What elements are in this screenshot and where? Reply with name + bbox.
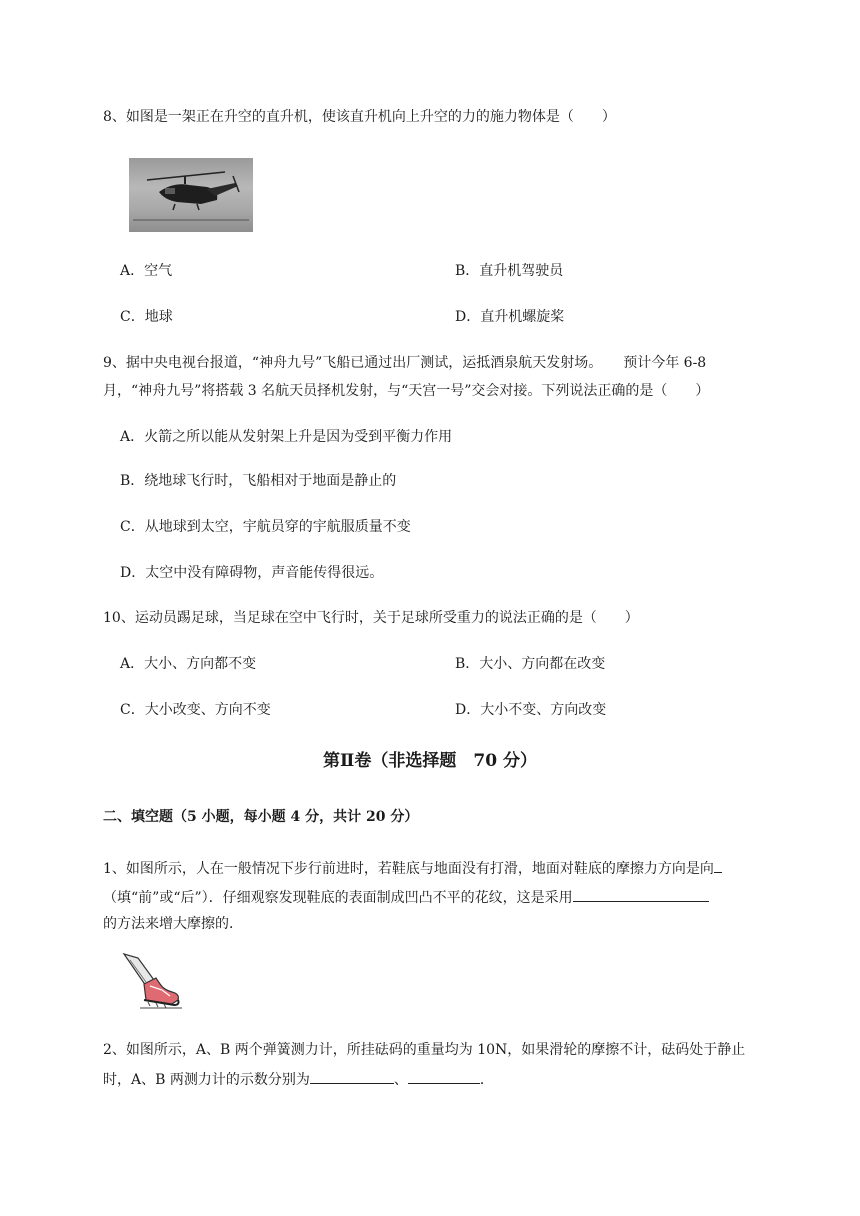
fill-1-blank-direction[interactable] xyxy=(714,857,722,873)
fill-2-text-pre: 时，A、B 两测力计的示数分别为 xyxy=(103,1072,310,1088)
q10-option-b: B．大小、方向都在改变 xyxy=(455,656,606,672)
fill-1-text1: 1、如图所示，人在一般情况下步行前进时，若鞋底与地面没有打滑，地面对鞋底的摩擦力方向是向 xyxy=(103,861,714,877)
fill-2-line2 xyxy=(103,1068,494,1090)
q9-option-b: B．绕地球飞行时，飞船相对于地面是静止的 xyxy=(120,473,397,489)
shoe-image xyxy=(120,950,186,1014)
helicopter-icon xyxy=(129,158,253,232)
q8-option-c: C．地球 xyxy=(120,309,173,325)
question-9-stem-line1: 9、据中央电视台报道，“神舟九号”飞船已通过出厂测试，运抵酒泉航天发射场。 预计今年 6-8 xyxy=(103,355,707,371)
q10-option-c: C．大小改变、方向不变 xyxy=(120,702,271,718)
q10-option-d: D．大小不变、方向改变 xyxy=(455,702,607,718)
question-8-stem: 8、如图是一架正在升空的直升机，使该直升机向上升空的力的施力物体是（ ） xyxy=(103,109,616,125)
fill-2-line1: 2、如图所示，A、B 两个弹簧测力计，所挂砝码的重量均为 10N，如果滑轮的摩擦不计，砝码处于静止 xyxy=(103,1042,746,1058)
q9-option-d: D．太空中没有障碍物，声音能传得很远。 xyxy=(120,565,384,581)
fill-2-separator: 、 xyxy=(393,1072,408,1088)
fill-2-text-end: ． xyxy=(479,1072,494,1088)
q8-option-d: D．直升机螺旋桨 xyxy=(455,309,565,325)
fill-1-blank-method[interactable] xyxy=(573,886,709,902)
fill-1-line2 xyxy=(103,886,709,908)
section-title: 第Ⅱ卷（非选择题 70 分） xyxy=(323,751,537,771)
question-9-stem-line2: 月，“神舟九号”将搭载 3 名航天员择机发射，与“天宫一号”交会对接。下列说法正确的是（ ） xyxy=(103,383,710,399)
walking-shoe-icon xyxy=(120,950,186,1014)
q9-option-a: A．火箭之所以能从发射架上升是因为受到平衡力作用 xyxy=(120,429,453,445)
q9-option-c: C．从地球到太空，宇航员穿的宇航服质量不变 xyxy=(120,519,411,535)
fill-2-blank-b[interactable] xyxy=(408,1068,480,1084)
q8-option-b: B．直升机驾驶员 xyxy=(455,263,564,279)
fill-2-blank-a[interactable] xyxy=(310,1068,394,1084)
fill-1-line3: 的方法来增大摩擦的． xyxy=(103,916,243,932)
fill-1-line1 xyxy=(103,857,722,879)
helicopter-image xyxy=(129,158,253,232)
fill-1-text2: （填“前”或“后”）．仔细观察发现鞋底的表面制成凹凸不平的花纹，这是采用 xyxy=(103,890,573,906)
section-heading: 二、填空题（5 小题，每小题 4 分，共计 20 分） xyxy=(103,809,419,825)
q10-option-a: A．大小、方向都不变 xyxy=(120,656,257,672)
q8-option-a: A．空气 xyxy=(120,263,173,279)
question-10-stem: 10、运动员踢足球，当足球在空中飞行时，关于足球所受重力的说法正确的是（ ） xyxy=(103,610,639,626)
